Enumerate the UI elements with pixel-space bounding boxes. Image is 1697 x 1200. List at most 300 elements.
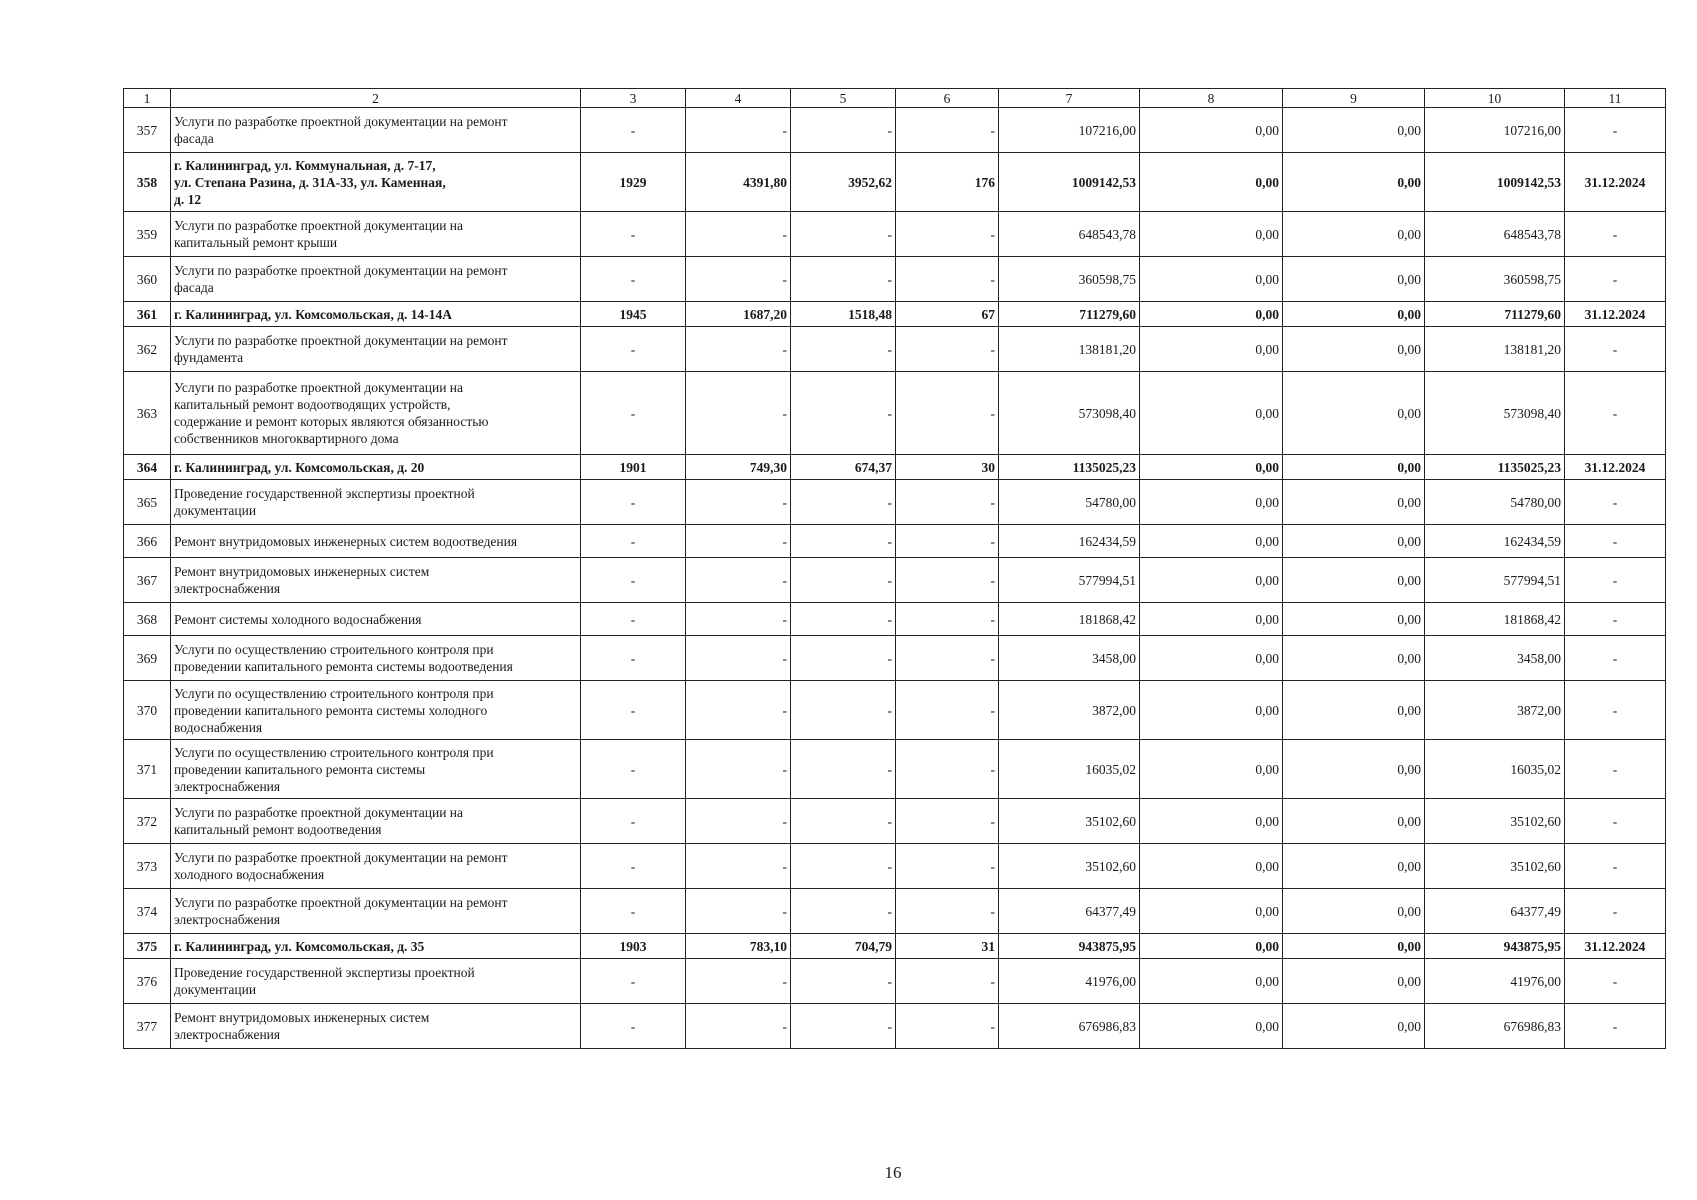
col4-cell: - — [686, 959, 791, 1004]
col10-cell: 3872,00 — [1425, 681, 1565, 740]
col6-cell: - — [896, 1004, 999, 1049]
header-cell: 1 — [124, 89, 171, 108]
work-name-line: Услуги по осуществлению строительного контроля при — [174, 685, 494, 701]
work-name-line: фундамента — [174, 350, 244, 365]
year-cell: - — [581, 603, 686, 636]
work-name-line: документации — [174, 982, 257, 997]
col10-cell: 162434,59 — [1425, 525, 1565, 558]
row-number-cell: 366 — [124, 525, 171, 558]
table-row — [124, 681, 1666, 740]
table-body — [124, 108, 1666, 1049]
work-name-line: Услуги по осуществлению строительного контроля при — [174, 642, 494, 657]
work-name-line: электроснабжения — [174, 778, 281, 794]
col9-cell: 0,00 — [1283, 525, 1425, 558]
col10-cell: 107216,00 — [1425, 108, 1565, 153]
work-name-line: капитальный ремонт водоотводящих устройств, — [174, 397, 451, 412]
work-name-line: электроснабжения — [174, 581, 281, 596]
work-name-line: Проведение государственной экспертизы проектной — [174, 965, 475, 980]
col6-cell: - — [896, 558, 999, 603]
col4-cell: - — [686, 558, 791, 603]
row-number-cell: 361 — [124, 302, 171, 327]
col10-cell: 41976,00 — [1425, 959, 1565, 1004]
row-number-cell: 364 — [124, 455, 171, 480]
year-cell: 1929 — [581, 153, 686, 212]
col5-cell: 1518,48 — [791, 302, 896, 327]
work-name-cell — [171, 740, 581, 799]
date-cell: 31.12.2024 — [1565, 302, 1666, 327]
col6-cell: 176 — [896, 153, 999, 212]
col8-cell: 0,00 — [1140, 799, 1283, 844]
date-cell: - — [1565, 372, 1666, 455]
work-name-cell — [171, 153, 581, 212]
col6-cell: 31 — [896, 934, 999, 959]
col4-cell: - — [686, 844, 791, 889]
year-cell: - — [581, 740, 686, 799]
year-cell: 1945 — [581, 302, 686, 327]
row-number-cell: 360 — [124, 257, 171, 302]
work-name-line: фасада — [174, 280, 214, 295]
work-name-line: г. Калининград, ул. Комсомольская, д. 35 — [174, 938, 425, 954]
date-cell: - — [1565, 799, 1666, 844]
row-number-cell: 375 — [124, 934, 171, 959]
row-number-cell: 357 — [124, 108, 171, 153]
col6-cell: - — [896, 480, 999, 525]
table-row — [124, 212, 1666, 257]
work-name-cell — [171, 844, 581, 889]
row-number-cell: 362 — [124, 327, 171, 372]
col7-cell: 1135025,23 — [999, 455, 1140, 480]
year-cell: - — [581, 799, 686, 844]
col5-cell: - — [791, 257, 896, 302]
col5-cell: - — [791, 108, 896, 153]
col10-cell: 35102,60 — [1425, 799, 1565, 844]
col7-cell: 64377,49 — [999, 889, 1140, 934]
col7-cell: 573098,40 — [999, 372, 1140, 455]
year-cell: - — [581, 959, 686, 1004]
col9-cell: 0,00 — [1283, 844, 1425, 889]
work-name-line: Услуги по разработке проектной документации на ремонт — [174, 114, 508, 129]
work-name-line: ул. Степана Разина, д. 31А-33, ул. Каменная, — [174, 174, 446, 190]
work-name-line: д. 12 — [174, 191, 202, 207]
col5-cell: 674,37 — [791, 455, 896, 480]
date-cell: - — [1565, 889, 1666, 934]
table-row — [124, 480, 1666, 525]
row-number-cell: 377 — [124, 1004, 171, 1049]
work-name-line: Услуги по разработке проектной документации на ремонт — [174, 850, 508, 865]
col9-cell: 0,00 — [1283, 934, 1425, 959]
work-name-cell — [171, 108, 581, 153]
col7-cell: 676986,83 — [999, 1004, 1140, 1049]
work-name-line: Услуги по разработке проектной документации на ремонт — [174, 895, 508, 910]
col6-cell: - — [896, 681, 999, 740]
date-cell: - — [1565, 1004, 1666, 1049]
col8-cell: 0,00 — [1140, 108, 1283, 153]
col6-cell: - — [896, 108, 999, 153]
year-cell: 1901 — [581, 455, 686, 480]
col7-cell: 711279,60 — [999, 302, 1140, 327]
work-name-line: собственников многоквартирного дома — [174, 431, 399, 446]
col8-cell: 0,00 — [1140, 889, 1283, 934]
work-name-line: проведении капитального ремонта системы водоотведения — [174, 659, 513, 674]
col5-cell: - — [791, 740, 896, 799]
col6-cell: 30 — [896, 455, 999, 480]
col6-cell: - — [896, 603, 999, 636]
work-name-line: фасада — [174, 131, 214, 146]
col4-cell: - — [686, 799, 791, 844]
row-number-cell: 365 — [124, 480, 171, 525]
col7-cell: 577994,51 — [999, 558, 1140, 603]
year-cell: - — [581, 525, 686, 558]
work-name-line: г. Калининград, ул. Комсомольская, д. 20 — [174, 459, 425, 475]
year-cell: - — [581, 327, 686, 372]
work-name-line: г. Калининград, ул. Коммунальная, д. 7-17, — [174, 157, 436, 173]
work-name-line: г. Калининград, ул. Комсомольская, д. 14-14А — [174, 306, 453, 322]
table-row — [124, 959, 1666, 1004]
work-name-line: электроснабжения — [174, 1027, 281, 1042]
col6-cell: - — [896, 959, 999, 1004]
year-cell: - — [581, 636, 686, 681]
col6-cell: - — [896, 257, 999, 302]
col7-cell: 3458,00 — [999, 636, 1140, 681]
col4-cell: - — [686, 212, 791, 257]
header-cell: 6 — [896, 89, 999, 108]
table-row — [124, 844, 1666, 889]
table-row — [124, 558, 1666, 603]
col6-cell: - — [896, 327, 999, 372]
date-cell: 31.12.2024 — [1565, 455, 1666, 480]
work-name-line: Проведение государственной экспертизы проектной — [174, 486, 475, 501]
col10-cell: 360598,75 — [1425, 257, 1565, 302]
work-name-line: проведении капитального ремонта системы — [174, 761, 426, 777]
data-table — [123, 88, 1666, 1049]
work-name-line: Услуги по разработке проектной документации на — [174, 218, 464, 233]
row-number-cell: 363 — [124, 372, 171, 455]
header-cell: 8 — [1140, 89, 1283, 108]
header-cell: 11 — [1565, 89, 1666, 108]
col9-cell: 0,00 — [1283, 740, 1425, 799]
table-row — [124, 1004, 1666, 1049]
col10-cell: 676986,83 — [1425, 1004, 1565, 1049]
col10-cell: 577994,51 — [1425, 558, 1565, 603]
col9-cell: 0,00 — [1283, 959, 1425, 1004]
col10-cell: 16035,02 — [1425, 740, 1565, 799]
col6-cell: 67 — [896, 302, 999, 327]
col5-cell: 704,79 — [791, 934, 896, 959]
header-cell: 10 — [1425, 89, 1565, 108]
year-cell: - — [581, 108, 686, 153]
col7-cell: 162434,59 — [999, 525, 1140, 558]
work-name-line: холодного водоснабжения — [174, 867, 325, 882]
col7-cell: 3872,00 — [999, 681, 1140, 740]
work-name-cell — [171, 257, 581, 302]
table-row — [124, 327, 1666, 372]
work-name-line: Ремонт внутридомовых инженерных систем — [174, 1010, 430, 1025]
col5-cell: - — [791, 844, 896, 889]
col8-cell: 0,00 — [1140, 480, 1283, 525]
col4-cell: 1687,20 — [686, 302, 791, 327]
col5-cell: - — [791, 525, 896, 558]
col6-cell: - — [896, 372, 999, 455]
work-name-cell — [171, 799, 581, 844]
work-name-line: Ремонт внутридомовых инженерных систем — [174, 564, 430, 579]
col10-cell: 35102,60 — [1425, 844, 1565, 889]
col9-cell: 0,00 — [1283, 603, 1425, 636]
col9-cell: 0,00 — [1283, 212, 1425, 257]
header-cell: 5 — [791, 89, 896, 108]
col5-cell: - — [791, 799, 896, 844]
row-number-cell: 374 — [124, 889, 171, 934]
col8-cell: 0,00 — [1140, 603, 1283, 636]
col4-cell: - — [686, 525, 791, 558]
work-name-cell — [171, 327, 581, 372]
col10-cell: 573098,40 — [1425, 372, 1565, 455]
col4-cell: - — [686, 740, 791, 799]
col7-cell: 35102,60 — [999, 799, 1140, 844]
work-name-line: Услуги по разработке проектной документации на — [174, 380, 464, 395]
row-number-cell: 369 — [124, 636, 171, 681]
table-row — [124, 636, 1666, 681]
col5-cell: - — [791, 327, 896, 372]
row-number-cell: 371 — [124, 740, 171, 799]
work-name-cell — [171, 558, 581, 603]
col9-cell: 0,00 — [1283, 480, 1425, 525]
col10-cell: 64377,49 — [1425, 889, 1565, 934]
work-name-line: документации — [174, 503, 257, 518]
col6-cell: - — [896, 525, 999, 558]
year-cell: - — [581, 681, 686, 740]
date-cell: - — [1565, 636, 1666, 681]
col5-cell: - — [791, 889, 896, 934]
work-name-line: Услуги по осуществлению строительного контроля при — [174, 744, 494, 760]
work-name-line: капитальный ремонт водоотведения — [174, 822, 382, 837]
work-name-line: Услуги по разработке проектной документации на ремонт — [174, 263, 508, 278]
col7-cell: 41976,00 — [999, 959, 1140, 1004]
col7-cell: 360598,75 — [999, 257, 1140, 302]
col7-cell: 16035,02 — [999, 740, 1140, 799]
work-name-line: Ремонт внутридомовых инженерных систем водоотведения — [174, 533, 518, 549]
col10-cell: 943875,95 — [1425, 934, 1565, 959]
date-cell: - — [1565, 740, 1666, 799]
row-number-cell: 368 — [124, 603, 171, 636]
row-number-cell: 372 — [124, 799, 171, 844]
col8-cell: 0,00 — [1140, 327, 1283, 372]
table-row — [124, 740, 1666, 799]
col8-cell: 0,00 — [1140, 153, 1283, 212]
work-name-line: водоснабжения — [174, 719, 263, 735]
col9-cell: 0,00 — [1283, 1004, 1425, 1049]
col8-cell: 0,00 — [1140, 844, 1283, 889]
col4-cell: 4391,80 — [686, 153, 791, 212]
date-cell: 31.12.2024 — [1565, 153, 1666, 212]
header-cell: 2 — [171, 89, 581, 108]
date-cell: 31.12.2024 — [1565, 934, 1666, 959]
work-name-line: проведении капитального ремонта системы холодного — [174, 702, 488, 718]
date-cell: - — [1565, 257, 1666, 302]
col8-cell: 0,00 — [1140, 681, 1283, 740]
work-name-cell — [171, 302, 581, 327]
col8-cell: 0,00 — [1140, 372, 1283, 455]
table-row — [124, 372, 1666, 455]
year-cell: - — [581, 257, 686, 302]
col5-cell: - — [791, 558, 896, 603]
year-cell: - — [581, 889, 686, 934]
col4-cell: 783,10 — [686, 934, 791, 959]
col8-cell: 0,00 — [1140, 1004, 1283, 1049]
col4-cell: - — [686, 603, 791, 636]
col8-cell: 0,00 — [1140, 525, 1283, 558]
table-row — [124, 603, 1666, 636]
table-row — [124, 455, 1666, 480]
year-cell: - — [581, 558, 686, 603]
work-name-cell — [171, 681, 581, 740]
col7-cell: 107216,00 — [999, 108, 1140, 153]
col5-cell: - — [791, 212, 896, 257]
table-row — [124, 934, 1666, 959]
col10-cell: 138181,20 — [1425, 327, 1565, 372]
work-name-cell — [171, 636, 581, 681]
row-number-cell: 373 — [124, 844, 171, 889]
work-name-cell — [171, 480, 581, 525]
col7-cell: 648543,78 — [999, 212, 1140, 257]
col7-cell: 1009142,53 — [999, 153, 1140, 212]
col8-cell: 0,00 — [1140, 959, 1283, 1004]
col9-cell: 0,00 — [1283, 257, 1425, 302]
header-cell: 3 — [581, 89, 686, 108]
table-row — [124, 153, 1666, 212]
col6-cell: - — [896, 889, 999, 934]
col5-cell: - — [791, 636, 896, 681]
col4-cell: - — [686, 372, 791, 455]
col4-cell: - — [686, 108, 791, 153]
col4-cell: - — [686, 889, 791, 934]
col9-cell: 0,00 — [1283, 153, 1425, 212]
col5-cell: - — [791, 480, 896, 525]
col7-cell: 35102,60 — [999, 844, 1140, 889]
col5-cell: - — [791, 681, 896, 740]
col4-cell: - — [686, 1004, 791, 1049]
col8-cell: 0,00 — [1140, 558, 1283, 603]
col7-cell: 943875,95 — [999, 934, 1140, 959]
date-cell: - — [1565, 959, 1666, 1004]
date-cell: - — [1565, 108, 1666, 153]
col9-cell: 0,00 — [1283, 799, 1425, 844]
col4-cell: - — [686, 681, 791, 740]
work-name-line: электроснабжения — [174, 912, 281, 927]
col6-cell: - — [896, 212, 999, 257]
row-number-cell: 358 — [124, 153, 171, 212]
page-number: 16 — [884, 1163, 902, 1182]
header-cell: 4 — [686, 89, 791, 108]
col4-cell: 749,30 — [686, 455, 791, 480]
year-cell: - — [581, 1004, 686, 1049]
header-row — [124, 89, 1666, 108]
col6-cell: - — [896, 844, 999, 889]
date-cell: - — [1565, 558, 1666, 603]
table-row — [124, 257, 1666, 302]
col10-cell: 648543,78 — [1425, 212, 1565, 257]
col9-cell: 0,00 — [1283, 372, 1425, 455]
col9-cell: 0,00 — [1283, 889, 1425, 934]
work-name-cell — [171, 525, 581, 558]
date-cell: - — [1565, 844, 1666, 889]
col9-cell: 0,00 — [1283, 108, 1425, 153]
year-cell: - — [581, 480, 686, 525]
date-cell: - — [1565, 212, 1666, 257]
row-number-cell: 367 — [124, 558, 171, 603]
col10-cell: 54780,00 — [1425, 480, 1565, 525]
work-name-cell — [171, 372, 581, 455]
year-cell: 1903 — [581, 934, 686, 959]
work-name-cell — [171, 455, 581, 480]
col4-cell: - — [686, 327, 791, 372]
work-name-cell — [171, 889, 581, 934]
row-number-cell: 376 — [124, 959, 171, 1004]
year-cell: - — [581, 372, 686, 455]
work-name-cell — [171, 1004, 581, 1049]
table-row — [124, 108, 1666, 153]
work-name-line: Ремонт системы холодного водоснабжения — [174, 611, 422, 627]
col5-cell: - — [791, 1004, 896, 1049]
col8-cell: 0,00 — [1140, 740, 1283, 799]
date-cell: - — [1565, 681, 1666, 740]
year-cell: - — [581, 844, 686, 889]
date-cell: - — [1565, 480, 1666, 525]
row-number-cell: 370 — [124, 681, 171, 740]
col4-cell: - — [686, 257, 791, 302]
col8-cell: 0,00 — [1140, 302, 1283, 327]
header-cell: 7 — [999, 89, 1140, 108]
col10-cell: 3458,00 — [1425, 636, 1565, 681]
col6-cell: - — [896, 799, 999, 844]
col8-cell: 0,00 — [1140, 636, 1283, 681]
work-name-line: Услуги по разработке проектной документации на — [174, 805, 464, 820]
col9-cell: 0,00 — [1283, 636, 1425, 681]
col8-cell: 0,00 — [1140, 934, 1283, 959]
col9-cell: 0,00 — [1283, 558, 1425, 603]
col9-cell: 0,00 — [1283, 681, 1425, 740]
header-cell: 9 — [1283, 89, 1425, 108]
col7-cell: 54780,00 — [999, 480, 1140, 525]
col5-cell: 3952,62 — [791, 153, 896, 212]
col5-cell: - — [791, 372, 896, 455]
date-cell: - — [1565, 327, 1666, 372]
work-name-cell — [171, 212, 581, 257]
row-number-cell: 359 — [124, 212, 171, 257]
col9-cell: 0,00 — [1283, 455, 1425, 480]
work-name-line: капитальный ремонт крыши — [174, 235, 338, 250]
col6-cell: - — [896, 740, 999, 799]
work-name-cell — [171, 603, 581, 636]
work-name-cell — [171, 934, 581, 959]
col8-cell: 0,00 — [1140, 455, 1283, 480]
col4-cell: - — [686, 636, 791, 681]
col9-cell: 0,00 — [1283, 302, 1425, 327]
col7-cell: 138181,20 — [999, 327, 1140, 372]
col7-cell: 181868,42 — [999, 603, 1140, 636]
date-cell: - — [1565, 603, 1666, 636]
work-name-line: содержание и ремонт которых являются обязанностью — [174, 414, 489, 429]
col6-cell: - — [896, 636, 999, 681]
work-name-cell — [171, 959, 581, 1004]
table-row — [124, 799, 1666, 844]
table-row — [124, 302, 1666, 327]
col5-cell: - — [791, 959, 896, 1004]
col10-cell: 181868,42 — [1425, 603, 1565, 636]
table-row — [124, 889, 1666, 934]
table-row — [124, 525, 1666, 558]
work-name-line: Услуги по разработке проектной документации на ремонт — [174, 333, 508, 348]
col9-cell: 0,00 — [1283, 327, 1425, 372]
